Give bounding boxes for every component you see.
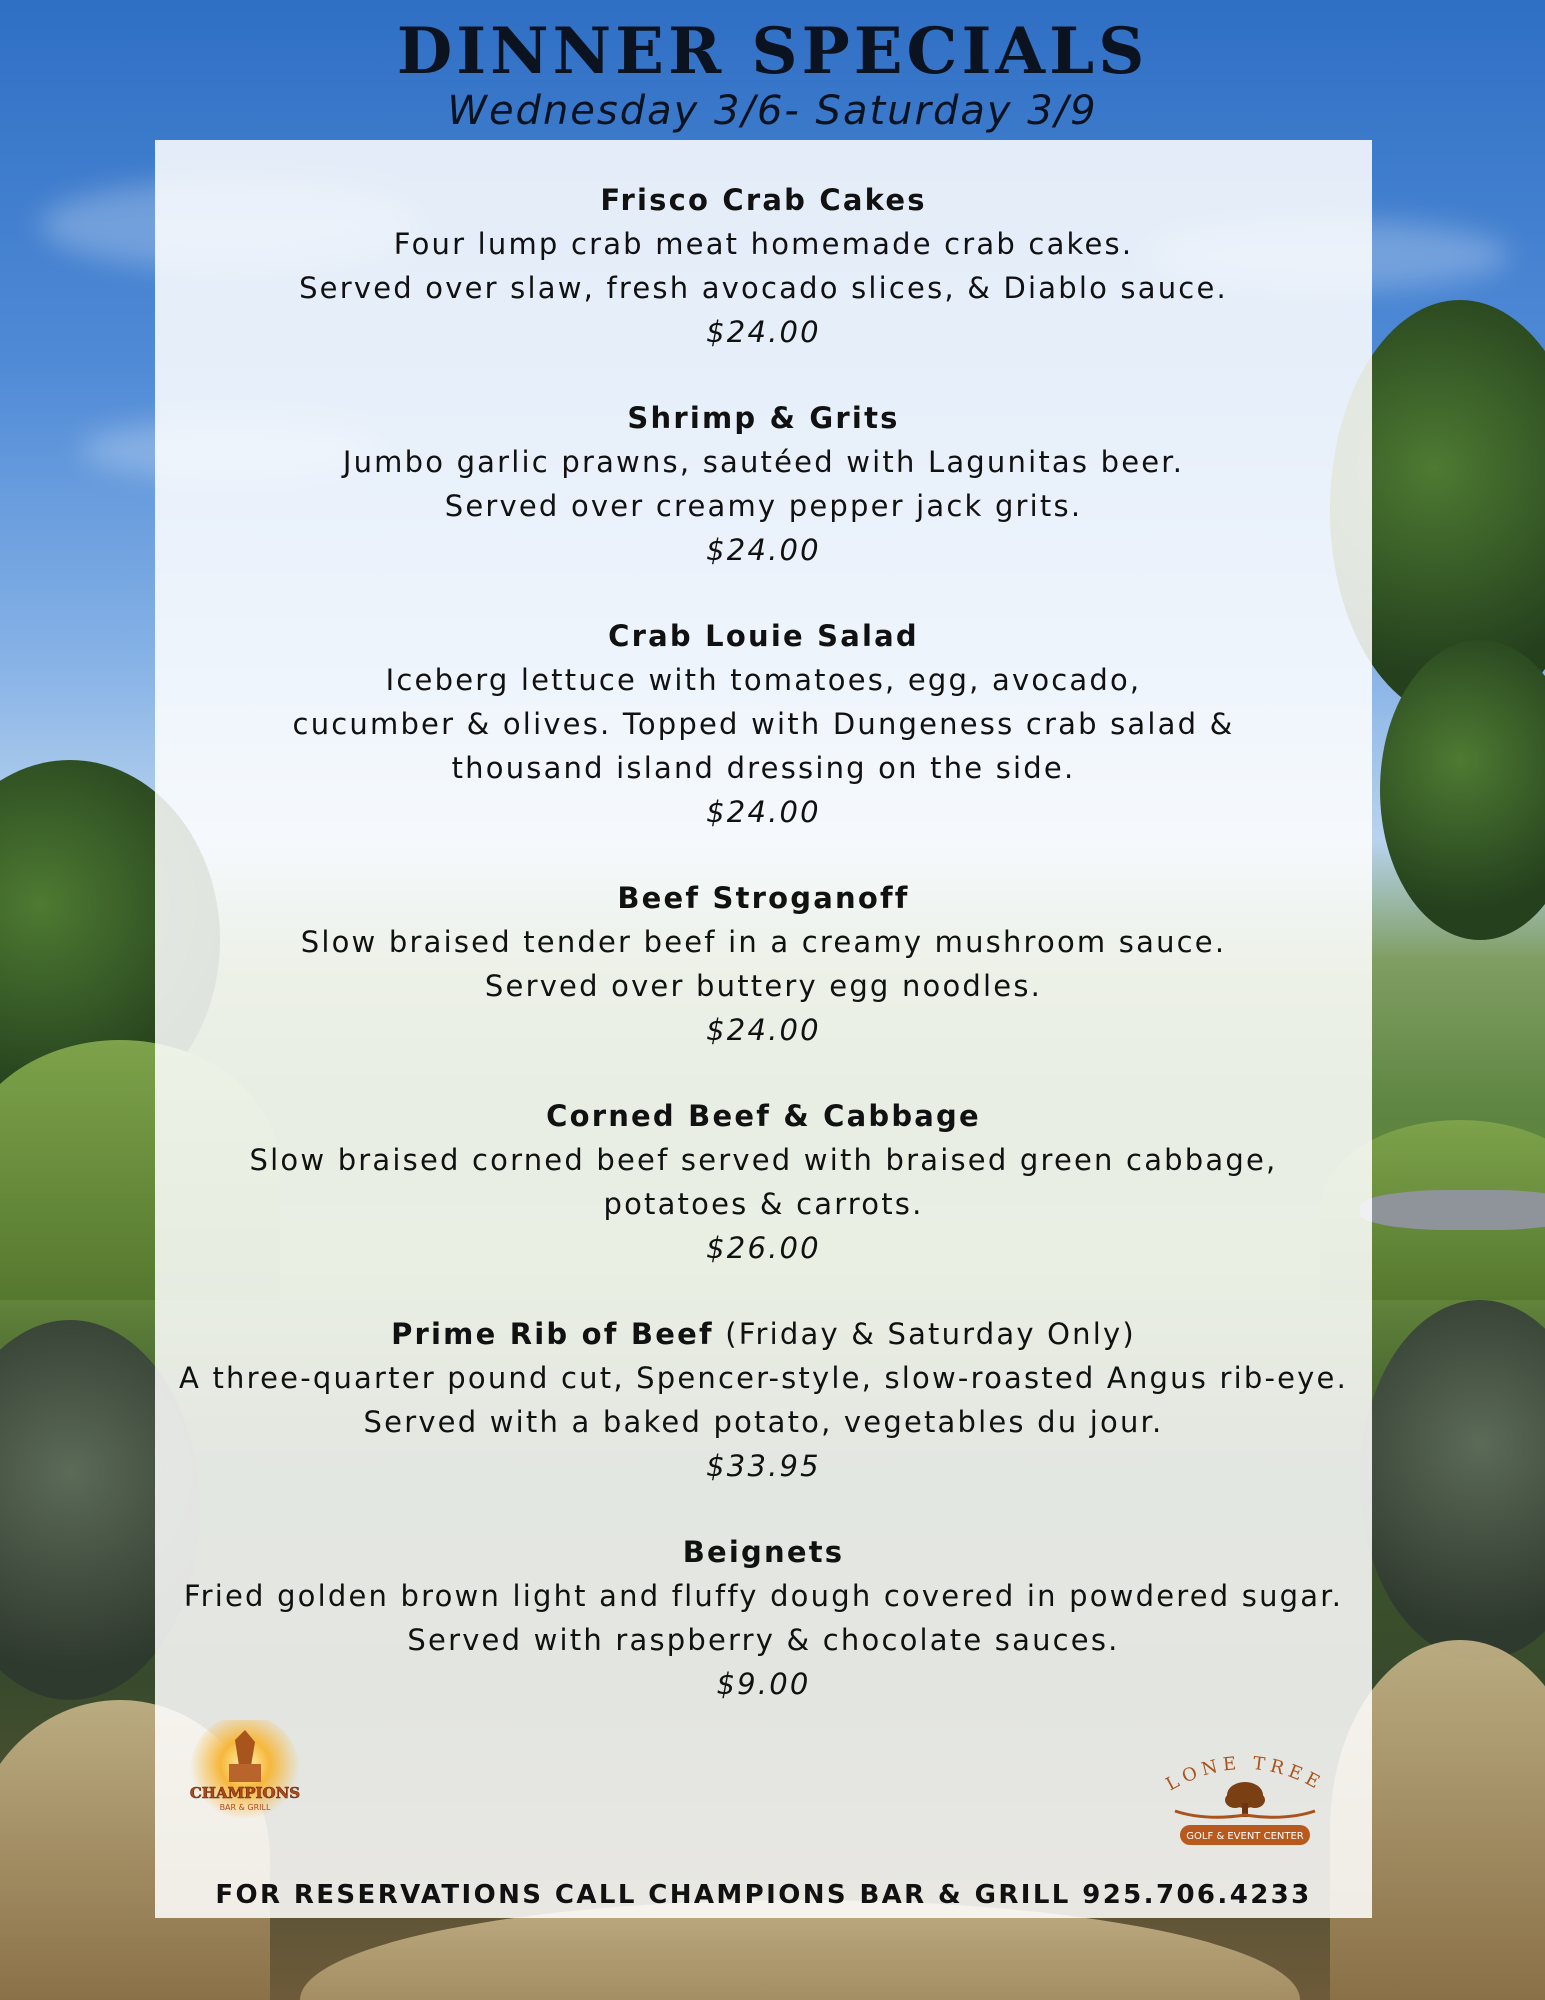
menu-item-description: Served with a baked potato, vegetables du jour. [363,1405,1164,1439]
menu-item-price: $33.95 [706,1449,821,1483]
menu-item-description: Fried golden brown light and fluffy dough covered in powdered sugar. [183,1579,1344,1613]
lone-tree-logo-banner: GOLF & EVENT CENTER [1186,1831,1304,1842]
lone-tree-logo-wordmark: LONE TREE [1162,1752,1328,1796]
menu-item-name: Crab Louie Salad [608,619,919,653]
menu-item [155,1312,1372,1488]
champions-logo-wordmark: CHAMPIONS [189,1784,301,1802]
menu-item-description: cucumber & olives. Topped with Dungeness crab salad & [292,707,1235,741]
menu-item-price: $24.00 [706,533,821,567]
menu-item [155,1094,1372,1270]
menu-item-price: $26.00 [706,1231,821,1265]
champions-logo [185,1720,305,1830]
lone-tree-logo [1145,1745,1345,1855]
champions-logo-tagline: BAR & GRILL [219,1803,271,1812]
menu-item-description: A three-quarter pound cut, Spencer-style, slow-roasted Angus rib-eye. [179,1361,1348,1395]
menu-item-note: (Friday & Saturday Only) [713,1317,1136,1351]
reservations-footer: FOR RESERVATIONS CALL CHAMPIONS BAR & GRILL 925.706.4233 [215,1880,1312,1910]
menu-item-name: Prime Rib of Beef [391,1317,714,1351]
page-subtitle: Wednesday 3/6- Saturday 3/9 [447,88,1098,134]
menu-item-description: Four lump crab meat homemade crab cakes. [393,227,1134,261]
menu-item [155,614,1372,834]
menu-item-description: Served over slaw, fresh avocado slices, & Diablo sauce. [299,271,1228,305]
page-title: DINNER SPECIALS [396,14,1149,89]
menu-item [155,876,1372,1052]
menu-item-description: potatoes & carrots. [603,1187,924,1221]
menu-item-description: Served with raspberry & chocolate sauces. [407,1623,1120,1657]
menu-item-description: Slow braised corned beef served with braised green cabbage, [249,1143,1278,1177]
menu-item-name: Beef Stroganoff [617,881,910,915]
menu-item [155,1530,1372,1706]
menu-item-name: Corned Beef & Cabbage [546,1099,981,1133]
menu-item-description: Jumbo garlic prawns, sautéed with Lagunitas beer. [342,445,1185,479]
menu-item-name: Beignets [682,1535,845,1569]
menu-item [155,178,1372,354]
menu-item-price: $24.00 [706,795,821,829]
menu-item-description: Slow braised tender beef in a creamy mushroom sauce. [300,925,1227,959]
menu-panel [155,140,1372,1918]
menu-item-description: Served over creamy pepper jack grits. [444,489,1083,523]
menu-item [155,396,1372,572]
menu-item-price: $9.00 [716,1667,811,1701]
menu-item-name: Frisco Crab Cakes [600,183,927,217]
menu-item-price: $24.00 [706,1013,821,1047]
menu-item-price: $24.00 [706,315,821,349]
menu-item-name: Shrimp & Grits [627,401,900,435]
menu-item-description: Iceberg lettuce with tomatoes, egg, avocado, [385,663,1142,697]
menu-item-description: thousand island dressing on the side. [451,751,1076,785]
menu-item-description: Served over buttery egg noodles. [484,969,1043,1003]
